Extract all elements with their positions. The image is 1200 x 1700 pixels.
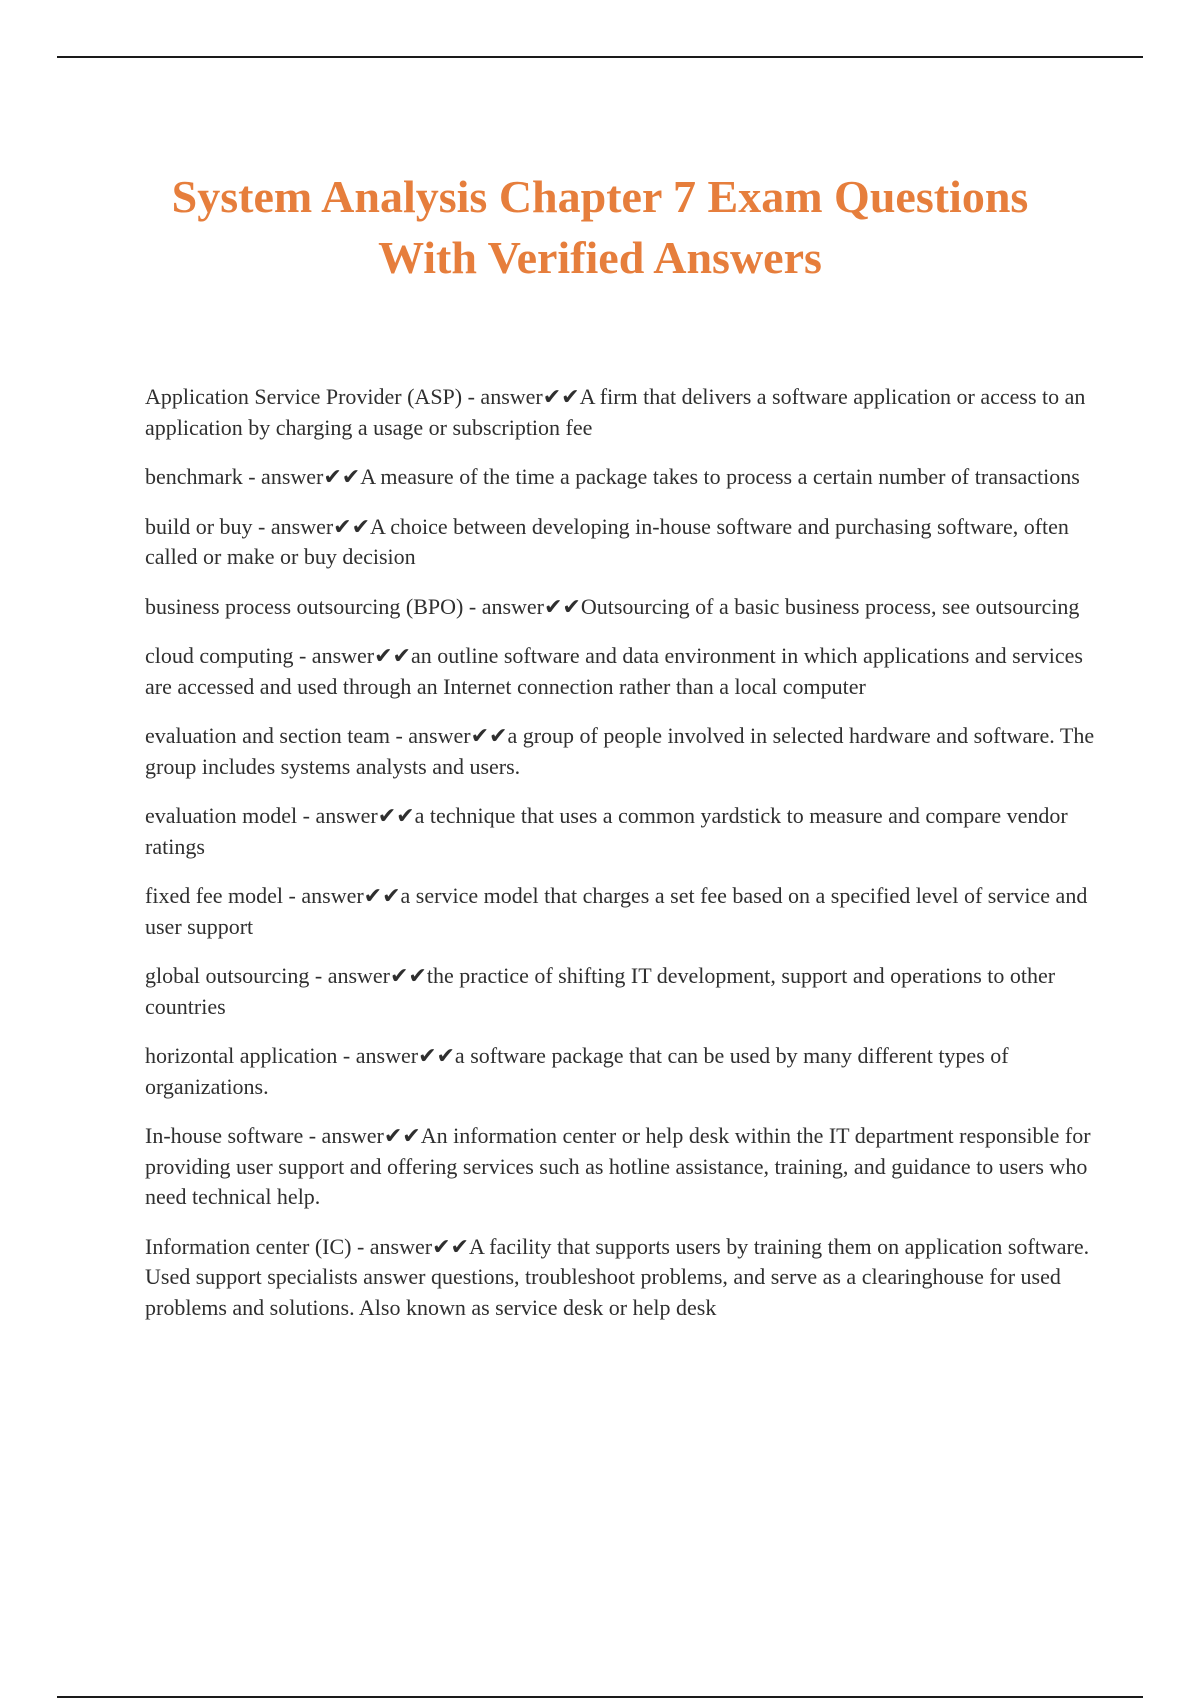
- glossary-entry-bpo: business process outsourcing (BPO) - answer✔✔Outsourcing of a basic business process, see outsourcing: [145, 593, 1080, 619]
- glossary-entry-horizontal-application: horizontal application - answer✔✔a software package that can be used by many different types of organizations.: [145, 1043, 1009, 1099]
- top-divider: [57, 56, 1143, 58]
- glossary-entry-in-house-software: In-house software - answer✔✔An information center or help desk within the IT department responsible for providing user support and offering services such as hotline assistance, training, and guidance to users who need technical help.: [145, 1123, 1091, 1209]
- glossary-entry-asp: Application Service Provider (ASP) - answer✔✔A firm that delivers a software application or access to an application by charging a usage or subscription fee: [145, 384, 1086, 440]
- glossary-entry-benchmark: benchmark - answer✔✔A measure of the time a package takes to process a certain number of transactions: [145, 464, 1080, 489]
- glossary-entry-information-center: Information center (IC) - answer✔✔A facility that supports users by training them on application software. Used support specialists answer questions, troubleshoot problems, and serve as a clearinghouse for used problems and solutions. Also known as service desk or help desk: [145, 1233, 1090, 1320]
- title-line-2: With Verified Answers: [378, 232, 822, 283]
- glossary-list: [145, 382, 1095, 1342]
- glossary-entry-fixed-fee-model: fixed fee model - answer✔✔a service model that charges a set fee based on a specified level of service and user support: [145, 883, 1088, 939]
- glossary-entry-evaluation-team: evaluation and section team - answer✔✔a group of people involved in selected hardware and software. The group includes systems analysts and users.: [145, 723, 1095, 779]
- glossary-entry-build-or-buy: build or buy - answer✔✔A choice between developing in-house software and purchasing software, often called or make or buy decision: [145, 513, 1069, 569]
- title-line-1: System Analysis Chapter 7 Exam Questions: [171, 171, 1029, 222]
- glossary-entry-cloud-computing: cloud computing - answer✔✔an outline software and data environment in which applications and services are accessed and used through an Internet connection rather than a local computer: [145, 643, 1083, 699]
- glossary-entry-evaluation-model: evaluation model - answer✔✔a technique that uses a common yardstick to measure and compare vendor ratings: [145, 803, 1068, 859]
- bottom-divider: [57, 1696, 1143, 1698]
- page-title: [100, 166, 1100, 288]
- glossary-entry-global-outsourcing: global outsourcing - answer✔✔the practice of shifting IT development, support and operations to other countries: [145, 963, 1056, 1019]
